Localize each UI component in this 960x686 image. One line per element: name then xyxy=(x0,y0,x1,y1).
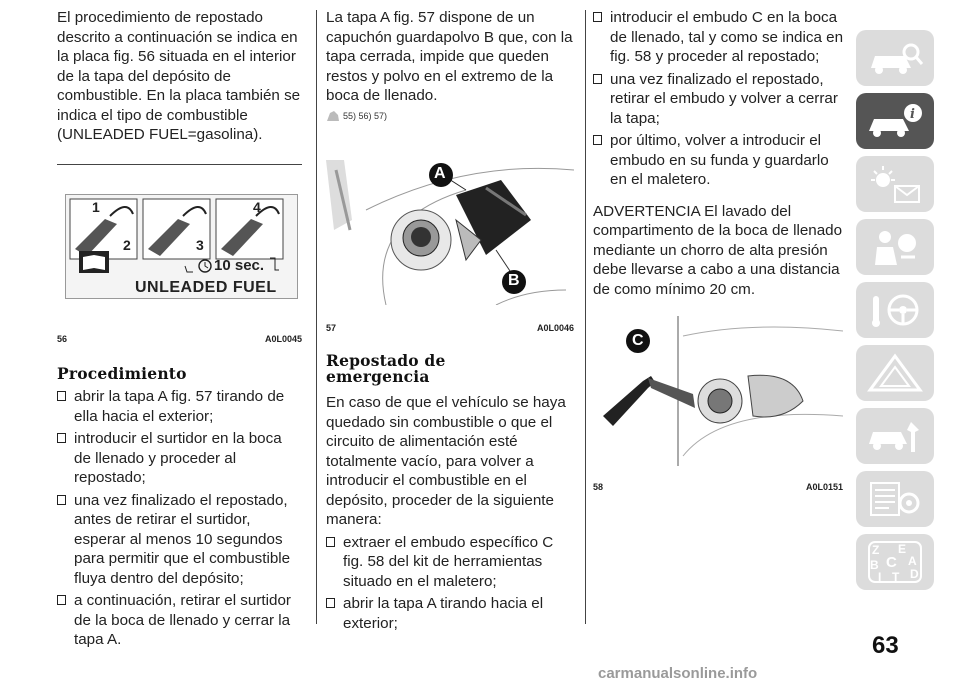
list-item: una vez finalizado el repostado, retirar el embudo y volver a cerrar la tapa; xyxy=(593,70,845,129)
svg-text:i: i xyxy=(910,107,915,122)
intro-paragraph: El procedimiento de repostado descrito a continuación se indica en la placa fig. 56 situada en el interior de la tapa del depósito de combustible. En la placa también se indica el tipo de combustible (UNLEADED FUEL=gasolina). xyxy=(57,9,301,143)
chapter-tabs xyxy=(856,30,940,597)
column-3 xyxy=(593,8,845,299)
bullet-square-icon xyxy=(593,74,602,84)
figure-code: A0L0151 xyxy=(805,482,843,492)
index-letter: Z xyxy=(872,543,880,557)
car-info-icon xyxy=(865,101,925,141)
bullet-square-icon xyxy=(57,391,66,401)
figure-58 xyxy=(593,316,843,466)
plate-label: UNLEADED FUEL xyxy=(135,279,277,296)
figure-56 xyxy=(65,194,298,299)
tab-warning-lights[interactable] xyxy=(856,156,934,212)
callout-1: 1 xyxy=(92,199,100,215)
index-letter: A xyxy=(908,554,917,568)
figure-number: 58 xyxy=(593,482,604,492)
list-item: una vez finalizado el repostado, antes de retirar el surtidor, esperar al menos 10 segundos para permitir que el combustible fluya dentro del depósito; xyxy=(57,491,302,589)
emergency-list xyxy=(326,533,576,634)
tab-emergency[interactable] xyxy=(856,345,934,401)
section-paragraph: En caso de que el vehículo se haya quedado sin combustible o que el circuito de alimentación esté totalmente vacío, para volver a introducir el combustible en el depósito, proceder de la siguiente manera: xyxy=(326,394,566,528)
note-icon xyxy=(326,110,340,122)
section-heading: Procedimiento xyxy=(57,364,187,383)
list-item: a continuación, retirar el surtidor de la boca de llenado y cerrar la tapa A. xyxy=(57,591,302,650)
index-letter: B xyxy=(870,558,879,572)
tab-technical-data[interactable] xyxy=(856,471,934,527)
bullet-square-icon xyxy=(57,433,66,443)
list-item: introducir el surtidor en la boca de llenado y proceder al repostado; xyxy=(57,429,302,488)
callout-2: 2 xyxy=(123,237,131,253)
airbag-safety-icon xyxy=(865,227,925,267)
bullet-square-icon xyxy=(593,12,602,22)
tab-car-info[interactable] xyxy=(856,93,934,149)
callout-b: B xyxy=(508,272,520,289)
section-heading: Repostado de emergencia xyxy=(326,351,446,386)
technical-data-icon xyxy=(865,479,925,519)
page-number: 63 xyxy=(872,632,899,659)
column-2 xyxy=(326,8,574,122)
column-divider-1 xyxy=(316,10,317,624)
figure-code: A0L0045 xyxy=(264,334,302,344)
tab-maintenance[interactable] xyxy=(856,408,934,464)
continued-list xyxy=(593,8,845,190)
figure-57-caption xyxy=(326,323,574,335)
warning-paragraph: ADVERTENCIA El lavado del compartimento de la boca de llenado mediante un chorro de alta presión debe llevarse a cabo a una distancia de como mínimo 20 cm. xyxy=(593,202,843,298)
column-divider-2 xyxy=(585,10,586,624)
warning-lights-icon xyxy=(865,164,925,204)
bullet-square-icon xyxy=(326,537,335,547)
emergency-triangle-icon xyxy=(865,353,925,393)
callout-3: 3 xyxy=(196,237,204,253)
intro-paragraph: La tapa A fig. 57 dispone de un capuchón guardapolvo B que, con la tapa cerrada, impide que queden restos y polvo en el extremo de la boca de llenado. xyxy=(326,9,573,104)
figure-number: 57 xyxy=(326,323,337,333)
bullet-square-icon xyxy=(593,135,602,145)
figure-56-caption xyxy=(57,334,302,346)
watermark: carmanualsonline.info xyxy=(598,665,758,682)
list-item: abrir la tapa A tirando hacia el exterior; xyxy=(326,594,576,633)
procedure-list xyxy=(57,387,302,650)
index-letter: E xyxy=(898,542,907,556)
figure-number: 56 xyxy=(57,334,68,344)
car-search-icon xyxy=(865,38,925,78)
column-1 xyxy=(57,8,302,145)
figure-code: A0L0046 xyxy=(536,323,574,333)
list-item: por último, volver a introducir el embudo en su funda y guardarlo en el maletero. xyxy=(593,131,845,190)
bullet-square-icon xyxy=(326,598,335,608)
maintenance-icon xyxy=(865,416,925,456)
references: 55) 56) 57) xyxy=(326,110,574,122)
callout-4: 4 xyxy=(253,199,261,215)
figure-56-top-rule xyxy=(57,164,302,165)
bullet-square-icon xyxy=(57,595,66,605)
tab-starting-driving[interactable] xyxy=(856,282,934,338)
procedure-section xyxy=(57,366,302,653)
index-letter: T xyxy=(892,570,900,584)
tab-index[interactable] xyxy=(856,534,934,590)
callout-c: C xyxy=(632,332,644,349)
index-letter: C xyxy=(886,554,897,571)
index-letter: D xyxy=(910,567,919,581)
starting-driving-icon xyxy=(865,290,925,330)
bullet-square-icon xyxy=(57,495,66,505)
list-item: abrir la tapa A fig. 57 tirando de ella hacia el exterior; xyxy=(57,387,302,426)
index-letter: I xyxy=(878,570,882,584)
emergency-section xyxy=(326,353,576,636)
tab-safety[interactable] xyxy=(856,219,934,275)
callout-a: A xyxy=(434,165,446,182)
figure-58-caption xyxy=(593,482,843,494)
list-item: extraer el embudo específico C fig. 58 del kit de herramientas situado en el maletero; xyxy=(326,533,576,592)
time-label: 10 sec. xyxy=(214,257,265,274)
figure-57 xyxy=(326,160,574,305)
tab-car-knowledge[interactable] xyxy=(856,30,934,86)
list-item: introducir el embudo C en la boca de llenado, tal y como se indica en fig. 58 y proceder al repostado; xyxy=(593,8,845,67)
